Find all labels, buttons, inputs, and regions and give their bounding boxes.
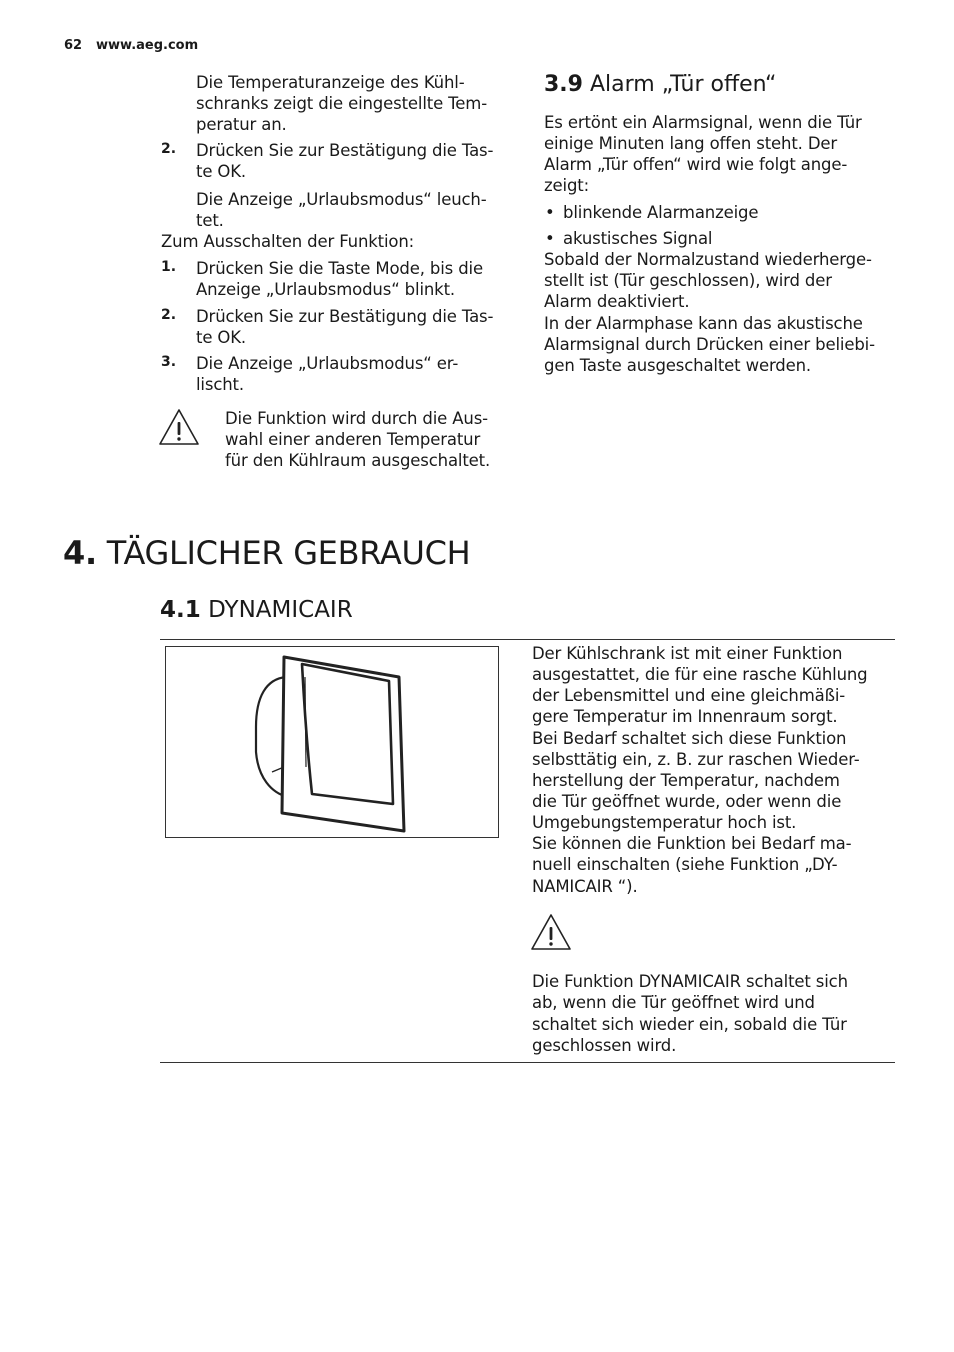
intro-line: peratur an. [196, 115, 287, 134]
section-para-line: ausgestattet, die für eine rasche Kühlung [532, 665, 868, 684]
warning-triangle-icon [158, 408, 200, 446]
step-result: tet. [196, 211, 224, 230]
warning-text: ab, wenn die Tür geöffnet wird und [532, 993, 815, 1012]
alarm-para-line: einige Minuten lang offen steht. Der [544, 134, 838, 153]
alarm-para-line: gen Taste ausgeschaltet werden. [544, 356, 812, 375]
bullet-symbol: • [545, 203, 555, 222]
step-text: Anzeige „Urlaubsmodus“ blinkt. [196, 280, 456, 299]
alarm-para-line: stellt ist (Tür geschlossen), wird der [544, 271, 832, 290]
step-text: lischt. [196, 375, 244, 394]
section-para-line: gere Temperatur im Innenraum sorgt. [532, 707, 838, 726]
section-title: DYNAMICAIR [208, 597, 353, 623]
alarm-heading-number: 3.9 [544, 72, 583, 97]
section-para-line: der Lebensmittel und eine gleichmäßi- [532, 686, 846, 705]
alarm-para-line: Es ertönt ein Alarmsignal, wenn die Tür [544, 113, 862, 132]
alarm-para-line: Alarm „Tür offen“ wird wie folgt ange- [544, 155, 848, 174]
step-text: te OK. [196, 162, 247, 181]
alarm-para-line: Alarm deaktiviert. [544, 292, 690, 311]
dynamicair-figure [165, 646, 499, 838]
chapter-heading [63, 532, 470, 574]
section-para-line: Sie können die Funktion bei Bedarf ma- [532, 834, 852, 853]
bullet-item: blinkende Alarmanzeige [563, 203, 759, 222]
chapter-number: 4. [63, 534, 97, 572]
intro-line: Die Temperaturanzeige des Kühl- [196, 73, 465, 92]
warning-text: wahl einer anderen Temperatur [225, 430, 481, 449]
alarm-para-line: zeigt: [544, 176, 589, 195]
step-result: Die Anzeige „Urlaubsmodus“ leuch- [196, 190, 487, 209]
section-para-line: Der Kühlschrank ist mit einer Funktion [532, 644, 843, 663]
alarm-heading-text: Alarm „Tür offen“ [589, 72, 777, 97]
alarm-para-line: Sobald der Normalzustand wiederherge- [544, 250, 872, 269]
section-para-line: Umgebungstemperatur hoch ist. [532, 813, 797, 832]
step-text: Drücken Sie zur Bestätigung die Tas- [196, 307, 494, 326]
alarm-para-line: Alarmsignal durch Drücken einer beliebi- [544, 335, 875, 354]
site-url: www.aeg.com [96, 38, 199, 53]
step-text: Die Anzeige „Urlaubsmodus“ er- [196, 354, 459, 373]
section-para-line: Bei Bedarf schaltet sich diese Funktion [532, 729, 847, 748]
bullet-item: akustisches Signal [563, 229, 713, 248]
step-number: 3. [161, 354, 177, 370]
step-number: 1. [161, 259, 177, 275]
chapter-title: TÄGLICHER GEBRAUCH [106, 534, 471, 572]
table-bottom-rule [160, 1062, 895, 1063]
warning-text: schaltet sich wieder ein, sobald die Tür [532, 1015, 847, 1034]
section-number: 4.1 [160, 597, 201, 623]
page-number: 62 [64, 38, 83, 53]
step-number: 2. [161, 141, 177, 157]
dynamicair-panel-illustration [166, 647, 498, 837]
intro-line: schranks zeigt die eingestellte Tem- [196, 94, 488, 113]
section-para-line: selbsttätig ein, z. B. zur raschen Wieder- [532, 750, 860, 769]
section-para-line: herstellung der Temperatur, nachdem [532, 771, 840, 790]
section-para-line: NAMICAIR “). [532, 877, 638, 896]
step-text: te OK. [196, 328, 247, 347]
warning-text: geschlossen wird. [532, 1036, 677, 1055]
section-heading [160, 594, 353, 626]
alarm-para-line: In der Alarmphase kann das akustische [544, 314, 863, 333]
step-number: 2. [161, 307, 177, 323]
warning-text: Die Funktion DYNAMICAIR schaltet sich [532, 972, 848, 991]
alarm-heading [544, 70, 776, 100]
step-text: Drücken Sie zur Bestätigung die Tas- [196, 141, 494, 160]
table-top-rule [160, 639, 895, 640]
bullet-symbol: • [545, 229, 555, 248]
step-text: Drücken Sie die Taste Mode, bis die [196, 259, 483, 278]
warning-triangle-icon [530, 913, 572, 951]
section-para-line: die Tür geöffnet wurde, oder wenn die [532, 792, 842, 811]
warning-text: Die Funktion wird durch die Aus- [225, 409, 488, 428]
off-intro: Zum Ausschalten der Funktion: [161, 232, 415, 251]
section-para-line: nuell einschalten (siehe Funktion „DY- [532, 855, 838, 874]
warning-text: für den Kühlraum ausgeschaltet. [225, 451, 491, 470]
